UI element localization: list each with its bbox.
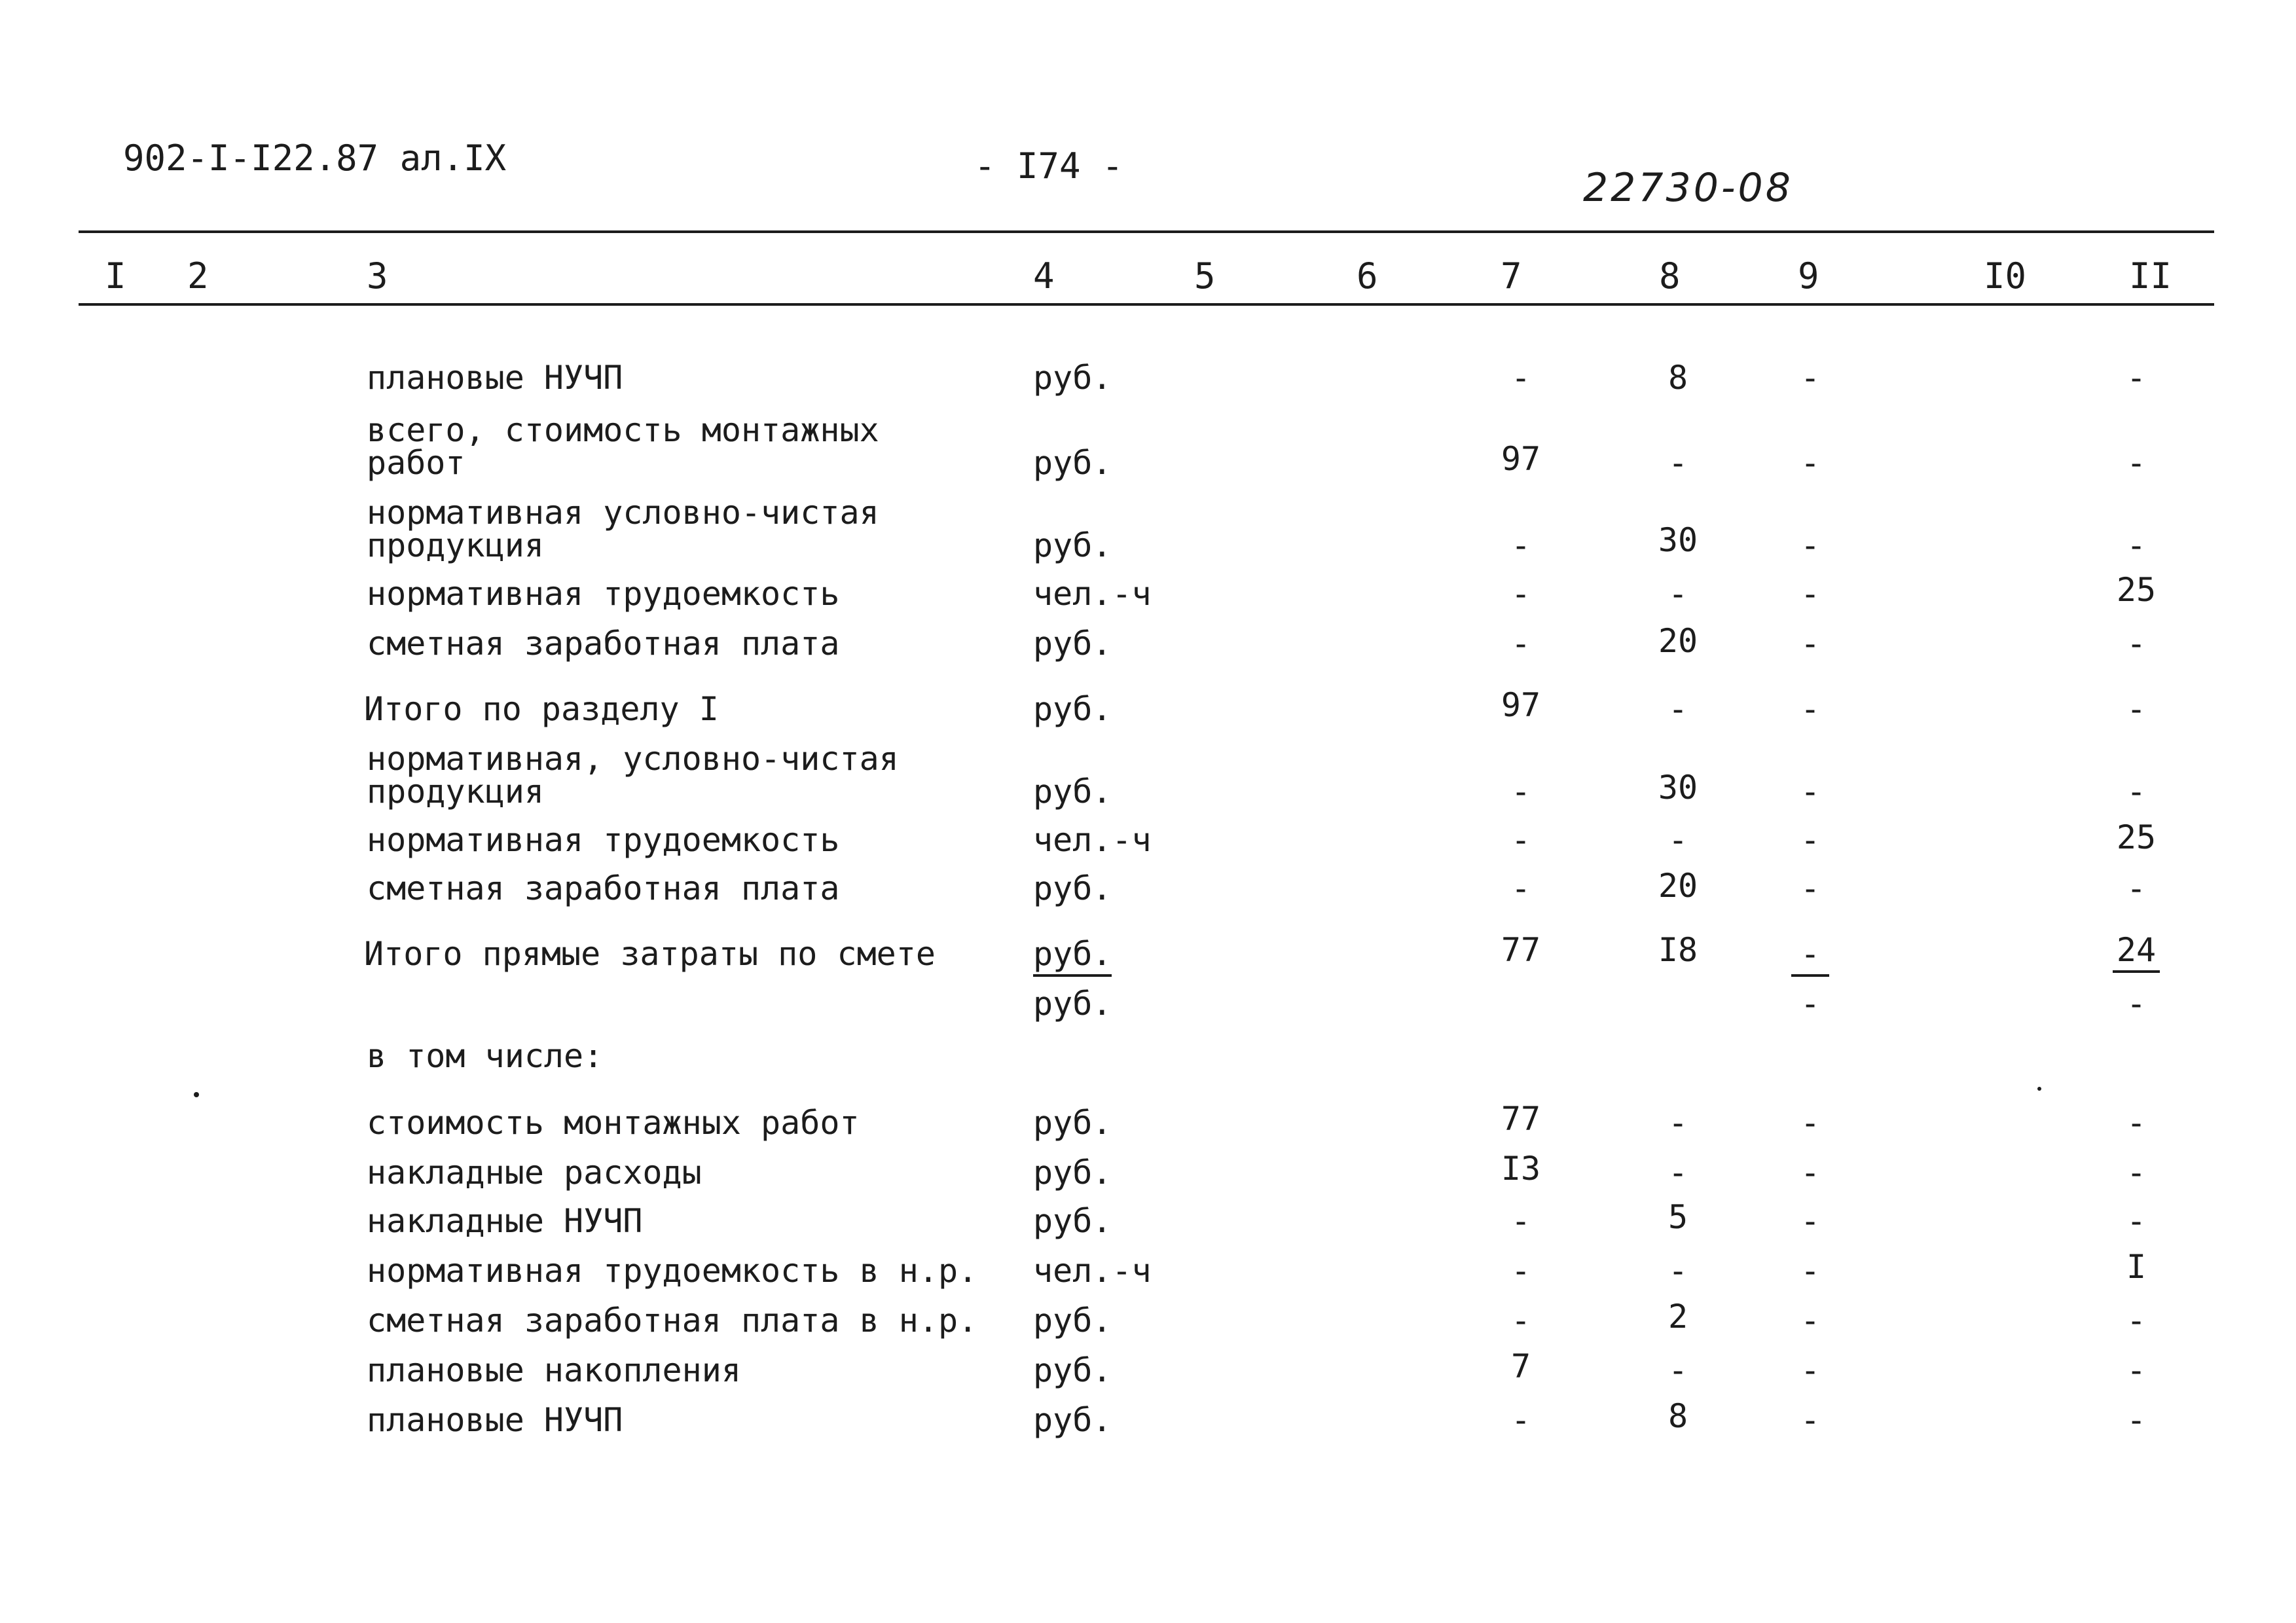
column-header-11: II [2129,255,2172,297]
column-header-4: 4 [1033,255,1055,297]
row-col7: 97 [1501,686,1541,724]
row-name: плановые накопления [367,1351,741,1389]
row-name: сметная заработная плата в н.р. [367,1302,978,1340]
row-col11: - [2126,690,2147,728]
row-col8: 2 [1667,1298,1688,1336]
row-col9: - [1800,1401,1821,1439]
row-col9: - [1800,690,1821,728]
row-unit: руб. [1033,625,1112,663]
scan-speck [2037,1087,2041,1091]
row-unit: руб. [1033,1104,1112,1142]
row-col11: - [2126,1104,2147,1142]
row-col8: 8 [1667,359,1688,397]
scan-speck [194,1092,199,1097]
row-col9: - [1800,821,1821,859]
table-header-rule [79,303,2214,306]
row-col11: - [2126,526,2147,564]
row-col8: - [1667,1154,1688,1192]
row-name: сметная заработная плата [367,625,840,663]
row-name: накладные НУЧП [367,1202,643,1240]
column-header-3: 3 [367,255,388,297]
row-unit: руб. [1033,869,1112,907]
row-col7: - [1510,821,1531,859]
row-unit: руб. [1033,773,1112,811]
row-name: плановые НУЧП [367,1401,623,1439]
column-header-6: 6 [1357,255,1378,297]
row-col11: - [2126,359,2147,397]
row-unit: руб. [1033,690,1112,728]
row-col9: - [1800,444,1821,482]
row-col7: - [1510,1401,1531,1439]
row-name: накладные расходы [367,1154,702,1192]
row-col8: - [1667,1351,1688,1389]
row-col8: 30 [1658,769,1698,807]
row-name-continued: продукция [367,773,544,811]
row-name: нормативная трудоемкость [367,575,840,613]
direct-costs-total-label: Итого прямые затраты по смете [364,935,936,973]
row-unit: руб. [1033,444,1112,482]
column-header-2: 2 [187,255,209,297]
row-unit: руб. [1033,1401,1112,1439]
row-col9: - [1800,1104,1821,1142]
row-col7: - [1510,526,1531,564]
row-col11: - [2126,444,2147,482]
row-name: стоимость монтажных работ [367,1104,860,1142]
column-header-5: 5 [1194,255,1216,297]
row-unit [1033,935,1112,973]
row-col11: - [2126,1154,2147,1192]
row-col7: - [1510,1302,1531,1340]
sheet-number: 22730-08 [1583,165,1793,211]
row-col11-underlined: 24 [2113,931,2160,973]
row-col8: 30 [1658,521,1698,559]
row-col8: I8 [1658,931,1698,969]
row-col11: - [2126,1302,2147,1340]
row-unit: руб. [1033,1302,1112,1340]
row-name: всего, стоимость монтажных [367,411,879,449]
document-code: 902-I-I22.87 ал.IX [123,137,507,179]
row-unit: руб. [1033,359,1112,397]
row-name: нормативная условно-чистая [367,494,879,532]
row-name: нормативная, условно-чистая [367,740,899,778]
row-col9: - [1800,1202,1821,1240]
row-col7: - [1510,1252,1531,1290]
row-col9: - [1800,1154,1821,1192]
subsection-label: в том числе: [367,1037,604,1075]
row-col8: 5 [1667,1198,1688,1236]
row-col11: 25 [2116,571,2157,609]
row-unit: чел.-ч [1033,821,1152,859]
row-col8: 20 [1658,867,1698,905]
row-col11: 25 [2116,818,2157,856]
row-col9 [1774,935,1846,973]
row-col11: - [2126,985,2147,1023]
row-unit: руб. [1033,1351,1112,1389]
row-col11: - [2126,1351,2147,1389]
row-unit: чел.-ч [1033,575,1152,613]
row-col7: - [1510,359,1531,397]
row-col9: - [1800,773,1821,811]
row-col11 [2100,931,2172,969]
column-header-7: 7 [1501,255,1522,297]
row-col7: - [1510,869,1531,907]
row-col9: - [1800,526,1821,564]
row-unit-underlined: руб. [1033,935,1112,977]
row-col8: - [1667,821,1688,859]
row-unit: руб. [1033,526,1112,564]
column-header-8: 8 [1659,255,1681,297]
row-col9: - [1800,1302,1821,1340]
row-col8: - [1667,575,1688,613]
row-col9: - [1800,1351,1821,1389]
page-number: - I74 - [974,145,1123,187]
row-unit: руб. [1033,1154,1112,1192]
row-col11: - [2126,1202,2147,1240]
row-name-continued: работ [367,444,465,482]
row-col8: - [1667,1252,1688,1290]
row-col7: 7 [1510,1347,1531,1385]
row-col8: 20 [1658,622,1698,660]
row-name: сметная заработная плата [367,869,840,907]
row-col7: 77 [1501,931,1541,969]
row-unit: чел.-ч [1033,1252,1152,1290]
row-col8: - [1667,690,1688,728]
row-col11: - [2126,1401,2147,1439]
row-col9: - [1800,1252,1821,1290]
row-unit: руб. [1033,985,1112,1023]
row-col8: - [1667,444,1688,482]
row-col7: - [1510,773,1531,811]
row-col9: - [1800,575,1821,613]
column-header-1: I [105,255,126,297]
row-col11: I [2126,1248,2147,1286]
row-name: нормативная трудоемкость [367,821,840,859]
column-header-row [0,255,2296,297]
table-top-rule [79,230,2214,233]
row-col7: - [1510,1202,1531,1240]
row-name: нормативная трудоемкость в н.р. [367,1252,978,1290]
row-col7: 97 [1501,440,1541,478]
row-col9: - [1800,359,1821,397]
row-col9-underlined: - [1791,935,1829,977]
row-col8: 8 [1667,1397,1688,1435]
row-name: плановые НУЧП [367,359,623,397]
row-col9: - [1800,625,1821,663]
section-total-label: Итого по разделу I [364,690,719,728]
row-col7: I3 [1501,1150,1541,1188]
row-col7: 77 [1501,1100,1541,1138]
row-col7: - [1510,575,1531,613]
row-name-continued: продукция [367,526,544,564]
row-col9: - [1800,869,1821,907]
row-col11: - [2126,773,2147,811]
row-col8: - [1667,1104,1688,1142]
column-header-9: 9 [1798,255,1819,297]
row-col11: - [2126,625,2147,663]
row-col11: - [2126,869,2147,907]
row-unit: руб. [1033,1202,1112,1240]
row-col9: - [1800,985,1821,1023]
row-col7: - [1510,625,1531,663]
column-header-10: I0 [1984,255,2027,297]
